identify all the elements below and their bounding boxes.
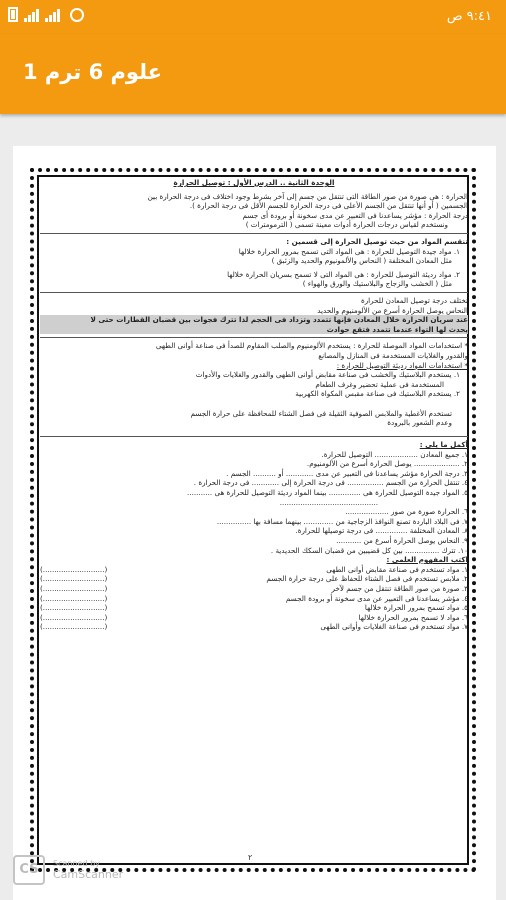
- doc-line: تختلف درجة توصيل المعادن للحرارة: [360, 295, 468, 305]
- doc-line: * استخدامات المواد رديئة التوصيل للحرارة :: [336, 360, 468, 370]
- doc-line: ٤. مؤشر يساعدنا فى التعبير عن مدى سخونة أو برودة الجسم: [285, 593, 468, 603]
- alarm-icon: [70, 8, 84, 22]
- document-page[interactable]: [13, 146, 496, 900]
- battery-icon: [8, 7, 18, 22]
- doc-line: ٧. فى البلاد الباردة تصنع النوافذ الزجاجية من ............. بينهما مسافة بها ...............: [216, 516, 468, 526]
- doc-line: ٦. الحرارة صورة من صور ...................: [345, 507, 468, 517]
- page-number: ٢: [248, 853, 253, 862]
- doc-line: المستخدمة فى عملية تحضير وغرف الطعام: [315, 379, 444, 389]
- watermark-scanned-by: Scanned by: [53, 859, 100, 868]
- signal-icon: [24, 8, 39, 22]
- doc-line: ٤. تنتقل الحرارة من الجسم ................ فى درجة الحرارة إلى ............ فى درجة الحرارة .: [193, 478, 468, 488]
- doc-heading: الوحدة الثانية .. الدرس الأول : توصيل الحرارة: [173, 178, 335, 187]
- doc-highlight: عند سريان الحرارة خلال المعادن فإنها تتمدد وتزداد فى الحجم لذا تترك فجوات بين قضبان القطارات حتى لا: [40, 315, 468, 325]
- doc-line: ٢. مواد رديئة التوصيل للحرارة : هى المواد التى لا تسمح بسريان الحرارة خلالها: [227, 269, 460, 279]
- doc-line: درجة الحرارة : مؤشر يساعدنا فى التعبير عن مدى سخونة أو برودة أى جسم: [242, 210, 468, 220]
- status-icons: [8, 7, 84, 22]
- doc-line: ...........................................: [279, 497, 378, 507]
- doc-line: ١. مواد تستخدم فى صناعة مقابض أوانى الطهى: [326, 564, 468, 574]
- doc-line: * استخدامات المواد الموصلة للحرارة : يستخدم الألومنيوم والصلب المقاوم للصدأ فى صناعة أوانى الطهى: [155, 341, 468, 351]
- app-title: علوم 6 ترم 1: [22, 60, 162, 84]
- doc-line: ٧. مواد تستخدم فى صناعة الغلايات وأوانى الطهى: [320, 622, 468, 632]
- doc-line: ٣. صورة من صور الطاقة تنتقل من جسم لآخر: [331, 583, 468, 593]
- doc-line: ٦. مواد لا تسمح بمرور الحرارة خلالها: [358, 612, 468, 622]
- answer-blank: (...........................): [40, 574, 108, 584]
- document-content: [40, 178, 468, 858]
- doc-line: ٥. المواد جيدة التوصيل للحرارة هى .............. بينما المواد رديئة التوصيل للحرارة هى ...........: [187, 488, 468, 498]
- answer-blank: (...........................): [40, 612, 108, 622]
- doc-line: مثل المعادن المختلفة ( النحاس والألمونيوم والحديد والزئبق ): [271, 256, 452, 266]
- status-bar: [0, 0, 506, 34]
- answer-blank: (...........................): [40, 564, 108, 574]
- section-concept-title: اكتب المفهوم العلمى :: [386, 555, 468, 565]
- doc-line: وعدم الشعور بالبرودة: [387, 418, 452, 428]
- doc-line: ٢. ملابس تستخدم فى فصل الشتاء للحفاظ على درجة حرارة الجسم: [266, 574, 468, 584]
- doc-line: ١. جميع المعادن ................... التوصيل للحرارة.: [321, 449, 468, 459]
- doc-line: تستخدم الأغطية والملابس الصوفية الثقيلة فى فصل الشتاء للمحافظة على حرارة الجسم: [190, 408, 452, 418]
- doc-line: ١٠. تترك ............... بين كل قضيبين من قضبان السكك الحديدية .: [270, 545, 468, 555]
- answer-blank: (...........................): [40, 593, 108, 603]
- doc-line: ٨. المعادن المختلفة .............. فى درجة توصيلها للحرارة.: [295, 526, 468, 536]
- camscanner-watermark: [13, 855, 123, 885]
- doc-line: ٣. درجة الحرارة مؤشر يساعدنا فى التعبير عن مدى ............ أو .......... الجسم .: [226, 468, 468, 478]
- answer-blank: (...........................): [40, 583, 108, 593]
- doc-line: النحاس يوصل الحرارة أسرع من الألومنيوم والحديد: [317, 305, 468, 315]
- doc-line: تنقسم المواد من حيث توصيل الحرارة إلى قسمين :: [286, 236, 468, 246]
- doc-line: ونستخدم لقياس درجات الحرارة أدوات معينة تسمى ( الترمومترات ): [245, 220, 448, 230]
- doc-line: الحرارة : هى صورة من صور الطاقة التى تنتقل من جسم إلى آخر بشرط وجود اختلاف فى درجة الحرارة بين: [147, 191, 468, 201]
- doc-line: ١. مواد جيدة التوصيل للحرارة : هى المواد التى تسمح بمرور الحرارة خلالها: [238, 246, 460, 256]
- status-time: ٩:٤١ ص: [446, 9, 492, 24]
- watermark-text: CamScanner: [53, 868, 124, 881]
- answer-blank: (...........................): [40, 603, 108, 613]
- answer-blank: (...........................): [40, 622, 108, 632]
- app-bar: [0, 34, 506, 114]
- doc-line: مثل ( الخشب والزجاج والبلاستيك والورق والهواء ): [302, 279, 452, 289]
- doc-line: ٢. .................... يوصل الحرارة أسرع من الألومنيوم.: [306, 459, 468, 469]
- doc-line: ٩. النحاس يوصل الحرارة أسرع من ...........: [336, 536, 468, 545]
- section-complete-title: أكمل ما يلى :: [419, 440, 468, 450]
- doc-line: ٢. يستخدم البلاستيك فى صناعة مقبس المكواة الكهربية: [295, 389, 460, 399]
- camscanner-logo: CS: [13, 855, 45, 885]
- doc-line: ١. يستخدم البلاستيك والخشب فى صناعة مقابض أوانى الطهى والقدور والغلايات والأدوات: [195, 370, 460, 380]
- signal-icon-2: [45, 8, 60, 22]
- doc-line: ٥. مواد تسمح بمرور الحرارة خلالها: [364, 603, 468, 613]
- doc-line: والقدور والغلايات المستخدمة فى المنازل والمصانع: [318, 350, 468, 360]
- doc-highlight: يحدث لها التواء عندما تتمدد فتقع حوادث: [40, 325, 468, 335]
- doc-line: الجسمين ( أو أنها تنتقل من الجسم الأعلى فى درجة الحرارة للجسم الأقل فى درجة الحرارة ).: [189, 201, 468, 211]
